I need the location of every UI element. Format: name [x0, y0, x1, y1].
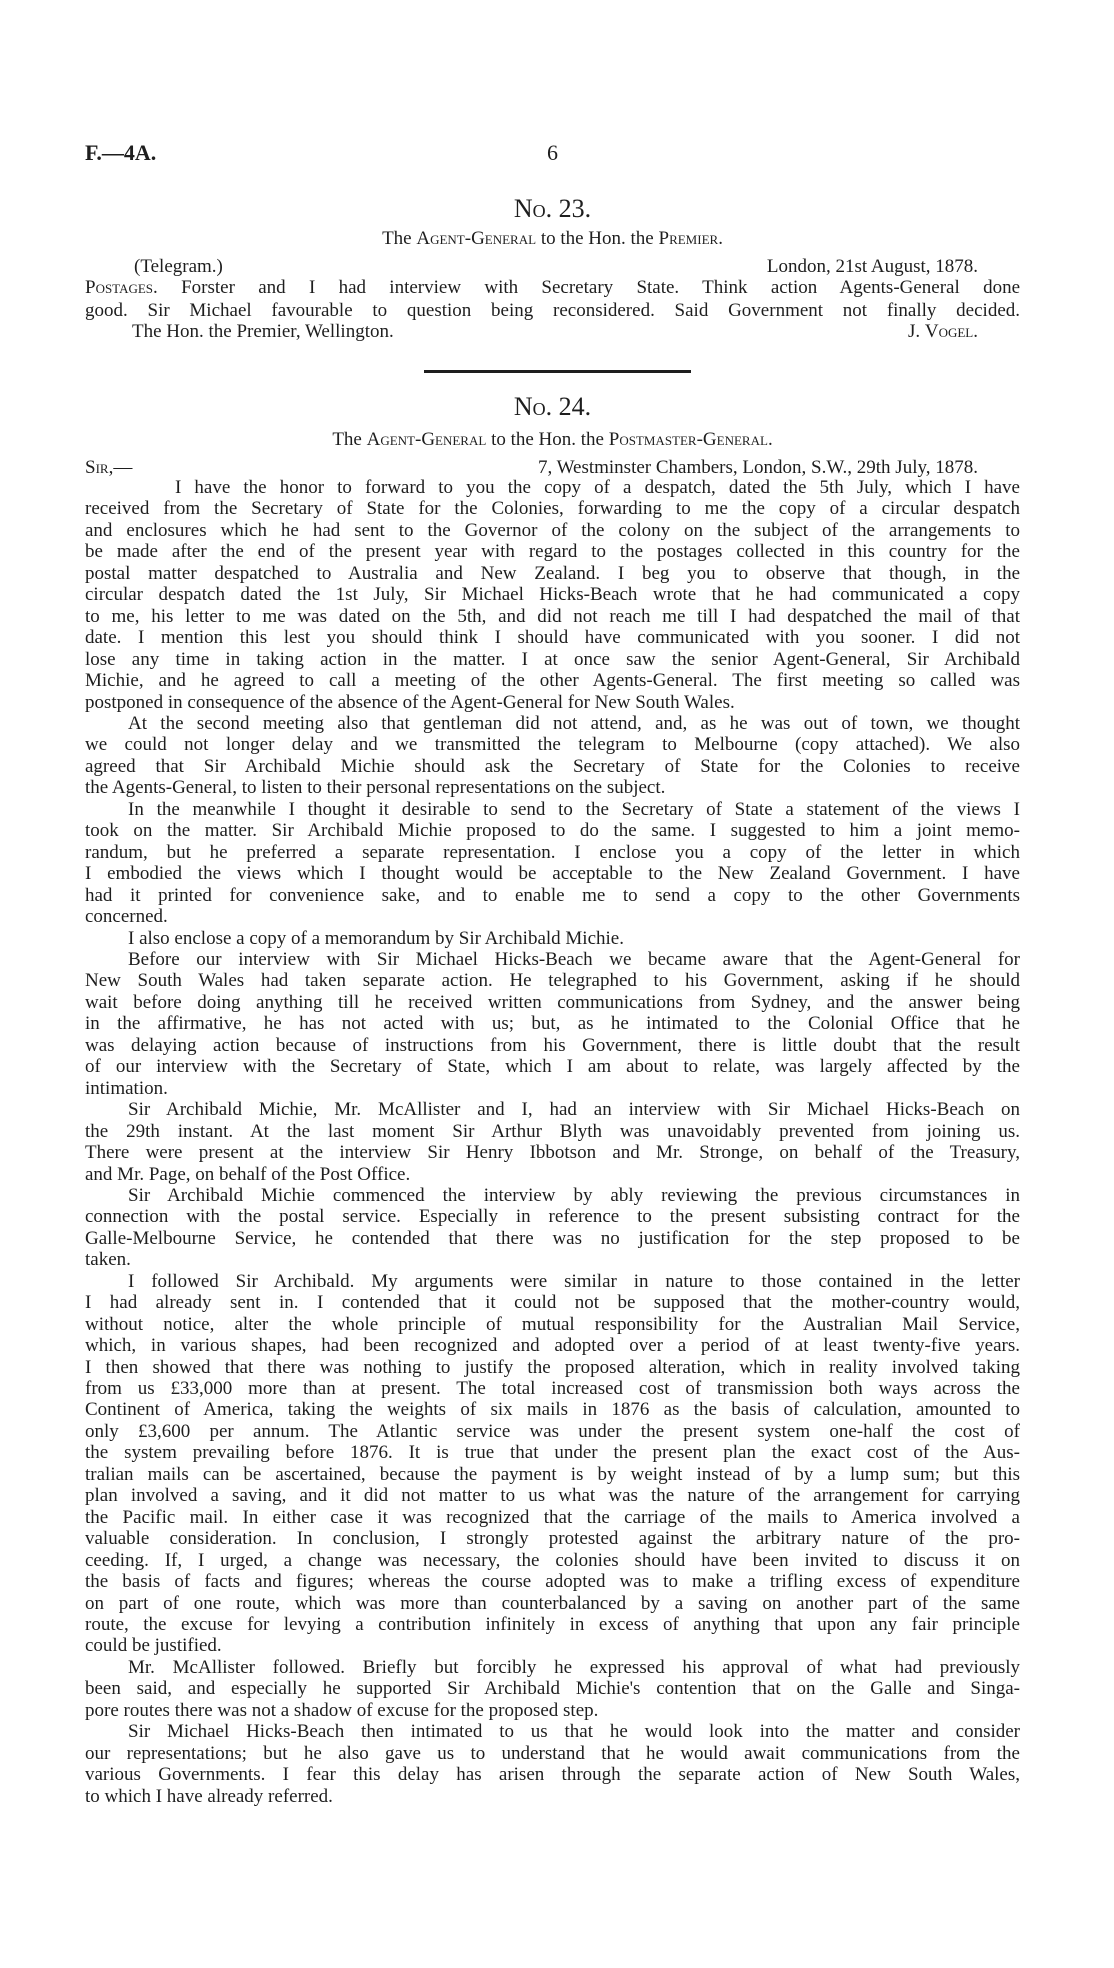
telegram-footer-line — [85, 321, 1020, 343]
paragraph-line: postal matter despatched to Australia and New Zealand. I beg you to observe that though, in the — [85, 562, 1020, 584]
document-24-heading — [85, 429, 1020, 451]
paragraph-line: tralian mails can be ascertained, because the payment is by weight instead of by a lump sum; but this — [85, 1463, 1020, 1485]
paragraph-line: At the second meeting also that gentleman did not attend, and, as he was out of town, we thought — [128, 712, 1020, 734]
paragraph-line: There were present at the interview Sir Henry Ibbotson and Mr. Stronge, on behalf of the Treasury, — [85, 1142, 1020, 1164]
paragraph-line: been said, and especially he supported Sir Archibald Michie's contention that on the Galle and Singa- — [85, 1678, 1020, 1700]
paragraph-line: randum, but he preferred a separate representation. I enclose you a copy of the letter in which — [85, 841, 1020, 863]
paragraph-line: intimation. — [85, 1077, 168, 1099]
paragraph-line: which, in various shapes, had been recognized and adopted over a period of at least twenty-five years. — [85, 1335, 1020, 1357]
paragraph-line: wait before doing anything till he received written communications from Sydney, and the answer being — [85, 991, 1020, 1013]
paragraph — [85, 1185, 1020, 1271]
paragraph — [85, 477, 1020, 713]
paragraph-line: of our interview with the Secretary of State, which I am about to relate, was largely affected by the — [85, 1056, 1020, 1078]
paragraph-line: date. I mention this lest you should think I should have communicated with you sooner. I did not — [85, 627, 1020, 649]
paragraph-line: Sir Michael Hicks-Beach then intimated to us that he would look into the matter and consider — [128, 1721, 1020, 1743]
paragraph-line: in the affirmative, he has not acted with us; but, as he intimated to the Colonial Office that he — [85, 1013, 1020, 1035]
paragraph-line: In the meanwhile I thought it desirable to send to the Secretary of State a statement of the views I — [128, 798, 1020, 820]
paragraph-line: only £3,600 per annum. The Atlantic service was under the present system one-half the cost of — [85, 1420, 1020, 1442]
paragraph-line: taken. — [85, 1249, 131, 1271]
paragraph-line: Before our interview with Sir Michael Hicks-Beach we became aware that the Agent-General for — [128, 948, 1020, 970]
telegram-signature — [908, 321, 978, 343]
paragraph-line: the Pacific mail. In either case it was recognized that the carriage of the mails to America involved a — [85, 1506, 1020, 1528]
paragraph-line: connection with the postal service. Especially in reference to the present subsisting contract for the — [85, 1206, 1020, 1228]
paragraph — [85, 949, 1020, 1099]
paragraph-line: Continent of America, taking the weights of six mails in 1876 as the basis of calculation, amounted to — [85, 1399, 1020, 1421]
paragraph-line: circular despatch dated the 1st July, Sir Michael Hicks-Beach wrote that he had communicated a copy — [85, 584, 1020, 606]
paragraph-line: I embodied the views which I thought would be acceptable to the New Zealand Government. I have — [85, 863, 1020, 885]
paragraph-line: the basis of facts and figures; whereas the course adopted was to make a trifling excess of expenditure — [85, 1571, 1020, 1593]
paragraph-line: our representations; but he also gave us to understand that he would await communications from the — [85, 1742, 1020, 1764]
paragraph-line: Michie, and he agreed to call a meeting of the other Agents-General. The first meeting so called was — [85, 670, 1020, 692]
heading-text: to the Hon. the — [536, 228, 659, 249]
letter-address-date: 7, Westminster Chambers, London, S.W., 29th July, 1878. — [537, 457, 978, 478]
paragraph-line: the 29th instant. At the last moment Sir Arthur Blyth was unavoidably prevented from joining us. — [85, 1120, 1020, 1142]
paragraph-line: and Mr. Page, on behalf of the Post Office. — [85, 1163, 411, 1185]
paragraph-line: I then showed that there was nothing to justify the proposed alteration, which in reality involved taking — [85, 1356, 1020, 1378]
telegram-type: (Telegram.) — [134, 256, 223, 277]
telegram-body-line: good. Sir Michael favourable to question being reconsidered. Said Government not finally decided. — [85, 300, 1020, 321]
telegram-addressee: The Hon. the Premier, Wellington. — [132, 321, 394, 342]
paragraph-line: pore routes there was not a shadow of excuse for the proposed step. — [85, 1699, 599, 1721]
telegram-body-line — [85, 277, 1020, 299]
paragraph-line: be made after the end of the present year with regard to the postages collected in this country for the — [85, 541, 1020, 563]
telegram-subject: Postages. — [85, 277, 158, 298]
paragraph-line: Galle-Melbourne Service, he contended that there was no justification for the step proposed to be — [85, 1227, 1020, 1249]
paragraph-line: the Agents-General, to listen to their personal representations on the subject. — [85, 777, 666, 799]
paragraph-line: route, the excuse for levying a contribution infinitely in excess of anything that upon any fair principle — [85, 1614, 1020, 1636]
paragraph-line: and enclosures which he had sent to the Governor of the colony on the subject of the arrangements to — [85, 519, 1020, 541]
letter-meta-line — [85, 457, 1020, 479]
heading-recipient: Premier — [658, 228, 719, 249]
signature-name: Vogel. — [924, 321, 978, 342]
paragraph — [85, 1271, 1020, 1657]
paragraph-line: to which I have already referred. — [85, 1785, 333, 1807]
telegram-place-date: London, 21st August, 1878. — [766, 256, 978, 277]
paragraph-line: could be justified. — [85, 1635, 222, 1657]
paragraph-line: New South Wales had taken separate action. He telegraphed to his Government, asking if he should — [85, 970, 1020, 992]
document-23-heading — [85, 228, 1020, 250]
paragraph-line: to me, his letter to me was dated on the 5th, and did not reach me till I had despatched the mail of that — [85, 605, 1020, 627]
paragraph-line: was delaying action because of instructions from his Government, there is little doubt that the result — [85, 1034, 1020, 1056]
paragraph — [85, 928, 1020, 949]
paragraph-line: without notice, alter the whole principle of mutual responsibility for the Australian Mail Service, — [85, 1313, 1020, 1335]
paragraph — [85, 1099, 1020, 1185]
paragraph-line: took on the matter. Sir Archibald Michie proposed to do the same. I suggested to him a joint memo- — [85, 820, 1020, 842]
paragraph-line: various Governments. I fear this delay has arisen through the separate action of New South Wales, — [85, 1764, 1020, 1786]
paragraph-line: ceeding. If, I urged, a change was necessary, the colonies should have been invited to discuss it on — [85, 1549, 1020, 1571]
heading-sender: Agent-General — [416, 228, 537, 249]
paragraph-line: plan involved a saving, and it did not matter to us what was the nature of the arrangement for carrying — [85, 1485, 1020, 1507]
heading-text: . — [767, 429, 773, 450]
paragraph-line: Sir Archibald Michie, Mr. McAllister and I, had an interview with Sir Michael Hicks-Beach on — [128, 1099, 1020, 1121]
paragraph-line: on part of one route, which was more than counterbalanced by a saving on another part of the same — [85, 1592, 1020, 1614]
paragraph-line: we could not longer delay and we transmitted the telegram to Melbourne (copy attached). We also — [85, 734, 1020, 756]
signature-initial: J. — [907, 321, 925, 342]
paragraph-line: had it printed for convenience sake, and to enable me to send a copy to the other Governments — [85, 884, 1020, 906]
heading-text: . — [718, 228, 723, 249]
paragraph-line: I have the honor to forward to you the copy of a despatch, dated the 5th July, which I have — [175, 477, 1020, 498]
paragraph-line: agreed that Sir Archibald Michie should ask the Secretary of State for the Colonies to receive — [85, 755, 1020, 777]
paragraph — [85, 1721, 1020, 1807]
heading-text: The — [382, 228, 417, 249]
heading-sender: Agent-General — [366, 429, 487, 450]
page-number: 6 — [547, 140, 558, 165]
page-identifier: F.—4A. — [85, 140, 157, 165]
letter-body — [85, 477, 1020, 1807]
paragraph-line: I followed Sir Archibald. My arguments were similar in nature to those contained in the letter — [128, 1270, 1020, 1292]
paragraph-line: concerned. — [85, 906, 168, 928]
letter-salutation: Sir,— — [85, 457, 133, 478]
paragraph — [85, 713, 1020, 799]
paragraph-line: received from the Secretary of State for the Colonies, forwarding to me the copy of a circular despatch — [85, 498, 1020, 520]
paragraph-line: valuable consideration. In conclusion, I strongly protested against the arbitrary nature of the pro- — [85, 1528, 1020, 1550]
paragraph-line: Mr. McAllister followed. Briefly but forcibly he expressed his approval of what had previously — [128, 1656, 1020, 1678]
document-number-23: No. 23. — [513, 194, 592, 223]
paragraph-line: I had already sent in. I contended that it could not be supposed that the mother-country would, — [85, 1292, 1020, 1314]
section-divider — [424, 370, 691, 373]
telegram-text: Forster and I had interview with Secretary State. Think action Agents-General done — [157, 277, 1020, 298]
paragraph — [85, 1657, 1020, 1721]
heading-text: to the Hon. the — [486, 429, 609, 450]
paragraph-line: from us £33,000 more than at present. The total increased cost of transmission both ways across the — [85, 1378, 1020, 1400]
heading-recipient: Postmaster-General — [608, 429, 768, 450]
document-number-24: No. 24. — [513, 392, 592, 421]
paragraph-line: the system prevailing before 1876. It is true that under the present plan the exact cost of the Aus- — [85, 1442, 1020, 1464]
paragraph-line: I also enclose a copy of a memorandum by Sir Archibald Michie. — [128, 927, 624, 949]
paragraph — [85, 799, 1020, 928]
paragraph-line: Sir Archibald Michie commenced the interview by ably reviewing the previous circumstances in — [128, 1184, 1020, 1206]
paragraph-line: lose any time in taking action in the matter. I at once saw the senior Agent-General, Sir Archibald — [85, 648, 1020, 670]
paragraph-line: postponed in consequence of the absence of the Agent-General for New South Wales. — [85, 691, 735, 713]
heading-text: The — [332, 429, 367, 450]
telegram-meta-line — [85, 256, 1020, 278]
